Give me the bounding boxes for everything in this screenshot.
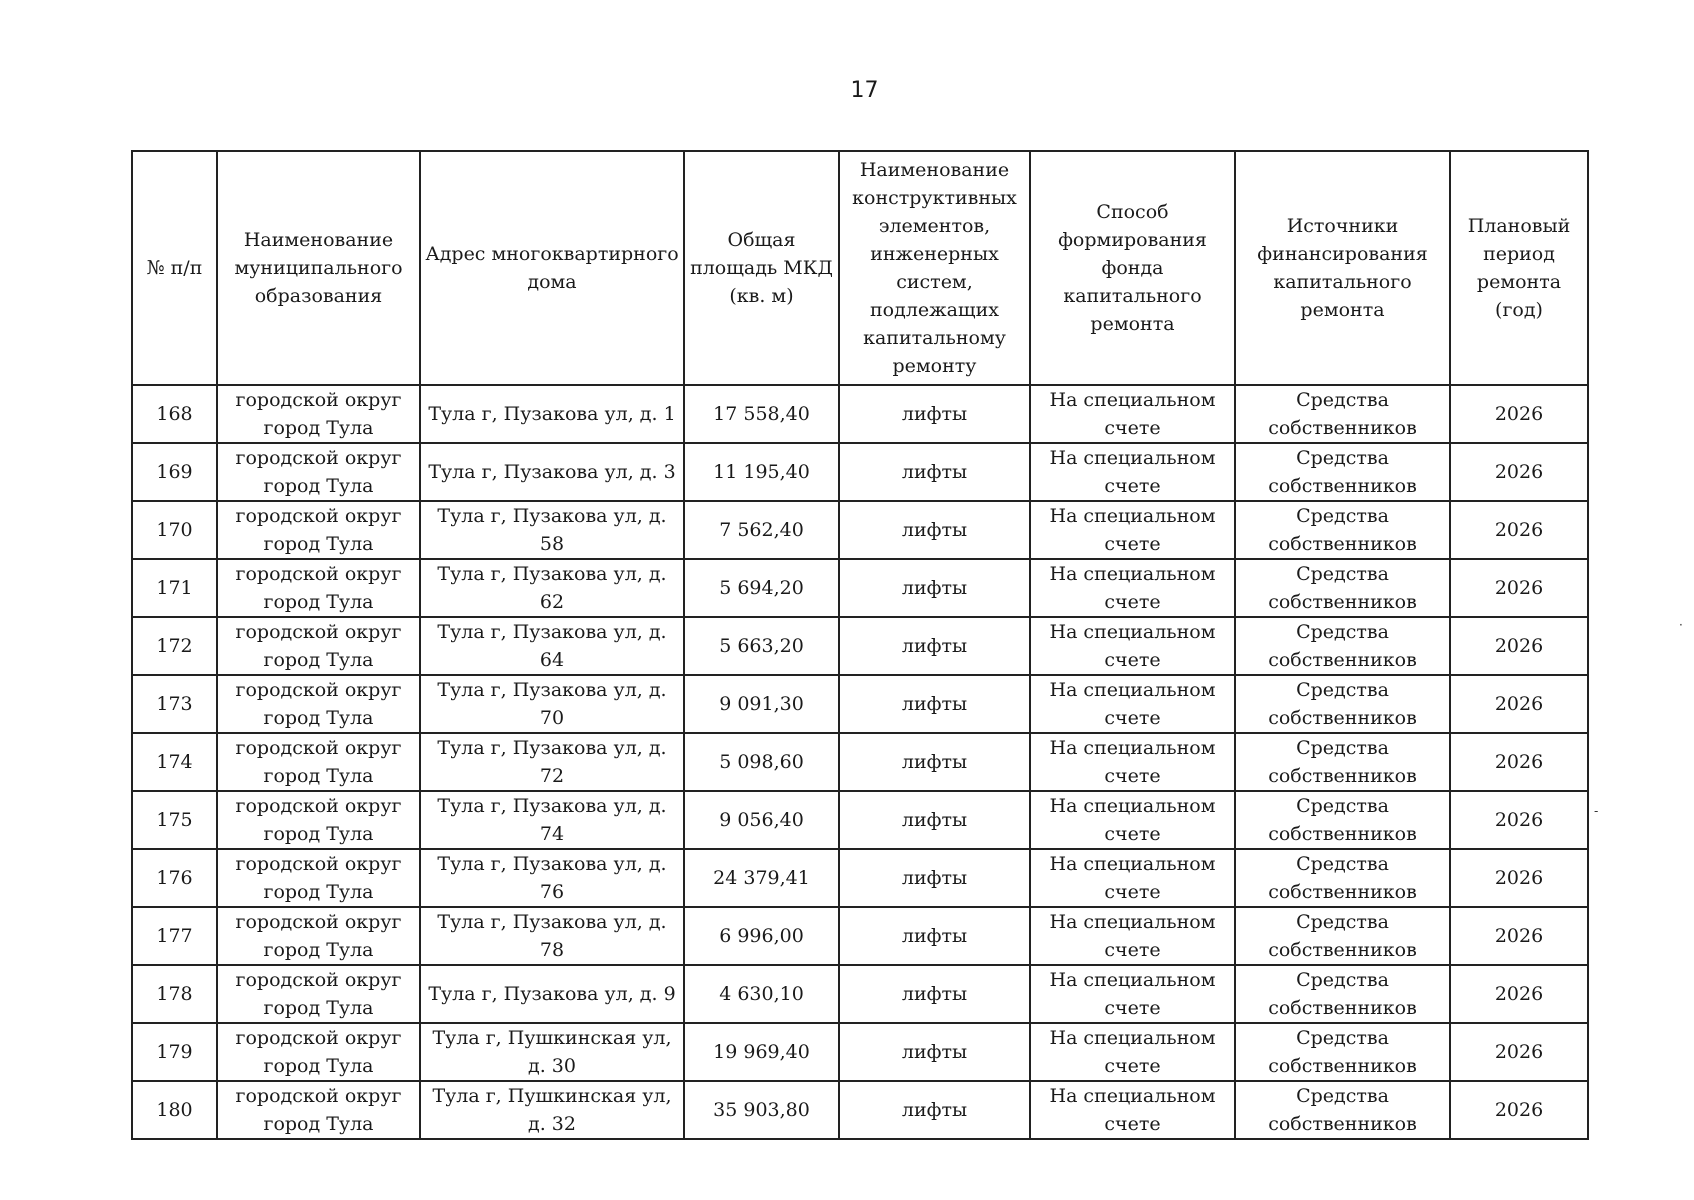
cell-fund-method: На специальном счете: [1030, 1081, 1235, 1139]
cell-year: 2026: [1450, 443, 1588, 501]
cell-fund-method: На специальном счете: [1030, 675, 1235, 733]
cell-address: Тула г, Пузакова ул, д. 58: [420, 501, 684, 559]
header-fund-method: Способ формирования фонда капитального ремонта: [1030, 151, 1235, 385]
cell-financing: Средства собственников: [1235, 501, 1450, 559]
table-row: [132, 617, 1588, 675]
cell-municipality: городской округ город Тула: [217, 501, 420, 559]
header-row: [132, 151, 1588, 385]
cell-num: 178: [132, 965, 217, 1023]
header-municipality: Наименование муниципального образования: [217, 151, 420, 385]
cell-year: 2026: [1450, 1081, 1588, 1139]
cell-municipality: городской округ город Тула: [217, 791, 420, 849]
cell-year: 2026: [1450, 559, 1588, 617]
cell-num: 171: [132, 559, 217, 617]
cell-elements: лифты: [839, 559, 1030, 617]
cell-address: Тула г, Пузакова ул, д. 3: [420, 443, 684, 501]
cell-municipality: городской округ город Тула: [217, 907, 420, 965]
header-financing: Источники финансирования капитального ремонта: [1235, 151, 1450, 385]
cell-fund-method: На специальном счете: [1030, 559, 1235, 617]
cell-fund-method: На специальном счете: [1030, 443, 1235, 501]
cell-financing: Средства собственников: [1235, 907, 1450, 965]
table-row: [132, 675, 1588, 733]
cell-address: Тула г, Пузакова ул, д. 1: [420, 385, 684, 443]
cell-financing: Средства собственников: [1235, 791, 1450, 849]
table-row: [132, 443, 1588, 501]
cell-municipality: городской округ город Тула: [217, 733, 420, 791]
cell-address: Тула г, Пузакова ул, д. 9: [420, 965, 684, 1023]
table-row: [132, 1023, 1588, 1081]
cell-elements: лифты: [839, 385, 1030, 443]
cell-area: 35 903,80: [684, 1081, 839, 1139]
cell-elements: лифты: [839, 675, 1030, 733]
cell-fund-method: На специальном счете: [1030, 733, 1235, 791]
cell-municipality: городской округ город Тула: [217, 675, 420, 733]
cell-municipality: городской округ город Тула: [217, 385, 420, 443]
cell-area: 6 996,00: [684, 907, 839, 965]
table-row: [132, 849, 1588, 907]
cell-elements: лифты: [839, 733, 1030, 791]
cell-elements: лифты: [839, 501, 1030, 559]
cell-financing: Средства собственников: [1235, 1081, 1450, 1139]
table-row: [132, 907, 1588, 965]
cell-financing: Средства собственников: [1235, 733, 1450, 791]
cell-financing: Средства собственников: [1235, 385, 1450, 443]
cell-num: 176: [132, 849, 217, 907]
page-number: 17: [850, 78, 879, 103]
cell-address: Тула г, Пузакова ул, д. 78: [420, 907, 684, 965]
cell-elements: лифты: [839, 617, 1030, 675]
table-row: [132, 965, 1588, 1023]
cell-address: Тула г, Пузакова ул, д. 62: [420, 559, 684, 617]
cell-financing: Средства собственников: [1235, 1023, 1450, 1081]
cell-municipality: городской округ город Тула: [217, 965, 420, 1023]
cell-area: 19 969,40: [684, 1023, 839, 1081]
cell-financing: Средства собственников: [1235, 965, 1450, 1023]
cell-fund-method: На специальном счете: [1030, 501, 1235, 559]
table-row: [132, 559, 1588, 617]
cell-area: 5 098,60: [684, 733, 839, 791]
table-row: [132, 791, 1588, 849]
cell-area: 5 663,20: [684, 617, 839, 675]
cell-area: 11 195,40: [684, 443, 839, 501]
cell-fund-method: На специальном счете: [1030, 617, 1235, 675]
cell-address: Тула г, Пузакова ул, д. 74: [420, 791, 684, 849]
cell-year: 2026: [1450, 907, 1588, 965]
cell-area: 17 558,40: [684, 385, 839, 443]
header-year: Плановый период ремонта (год): [1450, 151, 1588, 385]
table-row: [132, 385, 1588, 443]
cell-address: Тула г, Пушкинская ул, д. 32: [420, 1081, 684, 1139]
cell-area: 4 630,10: [684, 965, 839, 1023]
cell-num: 180: [132, 1081, 217, 1139]
cell-year: 2026: [1450, 849, 1588, 907]
cell-area: 9 056,40: [684, 791, 839, 849]
cell-num: 174: [132, 733, 217, 791]
cell-financing: Средства собственников: [1235, 559, 1450, 617]
cell-num: 177: [132, 907, 217, 965]
cell-fund-method: На специальном счете: [1030, 965, 1235, 1023]
scan-speck: ·: [1679, 618, 1683, 632]
table-row: [132, 733, 1588, 791]
cell-financing: Средства собственников: [1235, 849, 1450, 907]
table-row: [132, 501, 1588, 559]
cell-num: 169: [132, 443, 217, 501]
header-num: № п/п: [132, 151, 217, 385]
cell-financing: Средства собственников: [1235, 617, 1450, 675]
cell-fund-method: На специальном счете: [1030, 791, 1235, 849]
cell-elements: лифты: [839, 443, 1030, 501]
cell-address: Тула г, Пузакова ул, д. 64: [420, 617, 684, 675]
cell-num: 173: [132, 675, 217, 733]
cell-elements: лифты: [839, 1023, 1030, 1081]
cell-elements: лифты: [839, 1081, 1030, 1139]
cell-num: 168: [132, 385, 217, 443]
cell-num: 170: [132, 501, 217, 559]
cell-year: 2026: [1450, 617, 1588, 675]
table-row: [132, 1081, 1588, 1139]
cell-municipality: городской округ город Тула: [217, 849, 420, 907]
cell-fund-method: На специальном счете: [1030, 907, 1235, 965]
cell-fund-method: На специальном счете: [1030, 849, 1235, 907]
cell-area: 9 091,30: [684, 675, 839, 733]
cell-elements: лифты: [839, 907, 1030, 965]
cell-municipality: городской округ город Тула: [217, 1081, 420, 1139]
scan-dash: -: [1594, 804, 1599, 818]
header-area: Общая площадь МКД (кв. м): [684, 151, 839, 385]
cell-year: 2026: [1450, 791, 1588, 849]
cell-address: Тула г, Пузакова ул, д. 72: [420, 733, 684, 791]
cell-address: Тула г, Пузакова ул, д. 70: [420, 675, 684, 733]
cell-municipality: городской округ город Тула: [217, 443, 420, 501]
cell-municipality: городской округ город Тула: [217, 1023, 420, 1081]
cell-elements: лифты: [839, 965, 1030, 1023]
cell-financing: Средства собственников: [1235, 443, 1450, 501]
header-address: Адрес многоквартирного дома: [420, 151, 684, 385]
cell-num: 172: [132, 617, 217, 675]
cell-area: 24 379,41: [684, 849, 839, 907]
cell-year: 2026: [1450, 675, 1588, 733]
cell-year: 2026: [1450, 1023, 1588, 1081]
cell-area: 7 562,40: [684, 501, 839, 559]
cell-area: 5 694,20: [684, 559, 839, 617]
cell-address: Тула г, Пузакова ул, д. 76: [420, 849, 684, 907]
cell-year: 2026: [1450, 733, 1588, 791]
header-elements: Наименование конструктивных элементов, инженерных систем, подлежащих капитальному ремонту: [839, 151, 1030, 385]
cell-fund-method: На специальном счете: [1030, 1023, 1235, 1081]
cell-elements: лифты: [839, 849, 1030, 907]
cell-num: 175: [132, 791, 217, 849]
cell-fund-method: На специальном счете: [1030, 385, 1235, 443]
cell-year: 2026: [1450, 501, 1588, 559]
cell-num: 179: [132, 1023, 217, 1081]
cell-year: 2026: [1450, 385, 1588, 443]
cell-address: Тула г, Пушкинская ул, д. 30: [420, 1023, 684, 1081]
cell-financing: Средства собственников: [1235, 675, 1450, 733]
cell-elements: лифты: [839, 791, 1030, 849]
cell-municipality: городской округ город Тула: [217, 617, 420, 675]
cell-municipality: городской округ город Тула: [217, 559, 420, 617]
cell-year: 2026: [1450, 965, 1588, 1023]
capital-repair-table: [131, 150, 1589, 1140]
